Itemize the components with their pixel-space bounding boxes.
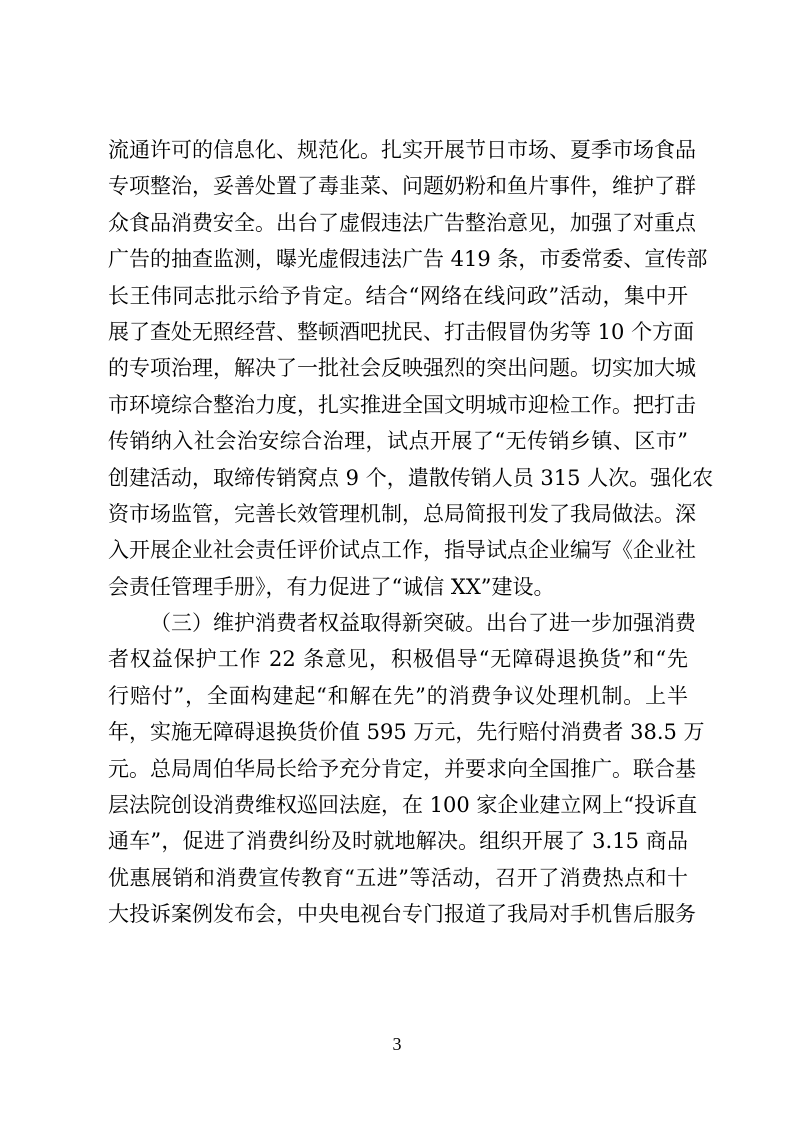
paragraph-last-line: 会责任管理手册》，有力促进了“诚信 XX”建设。: [108, 574, 555, 599]
text-line: 专项整治，妥善处置了毒韭菜、问题奶粉和鱼片事件，维护了群: [108, 174, 696, 199]
text-line: 元。总局周伯华局长给予充分肯定，并要求向全国推广。联合基: [108, 756, 696, 781]
text-line: 的专项治理，解决了一批社会反映强烈的突出问题。切实加大城: [108, 356, 696, 381]
section-heading-line: （三）维护消费者权益取得新突破。出台了进一步加强消费: [150, 611, 696, 636]
text-line: 流通许可的信息化、规范化。扎实开展节日市场、夏季市场食品: [108, 138, 696, 162]
page-number: 3: [392, 1034, 402, 1054]
text-line: 创建活动，取缔传销窝点 9 个，遣散传销人员 315 人次。强化农: [108, 465, 714, 490]
text-line: 展了查处无照经营、整顿酒吧扰民、打击假冒伪劣等 10 个方面: [108, 319, 695, 344]
text-line: 年，实施无障碍退换货价值 595 万元，先行赔付消费者 38.5 万: [108, 720, 705, 745]
text-line: 层法院创设消费维权巡回法庭，在 100 家企业建立网上“投诉直: [108, 793, 698, 818]
text-line: 优惠展销和消费宣传教育“五进”等活动，召开了消费热点和十: [108, 865, 688, 890]
text-line: 传销纳入社会治安综合治理，试点开展了“无传销乡镇、区市”: [108, 429, 688, 454]
text-line: 广告的抽查监测，曝光虚假违法广告 419 条，市委常委、宣传部: [108, 247, 708, 272]
text-line: 资市场监管，完善长效管理机制，总局简报刊发了我局做法。深: [108, 501, 696, 526]
text-line: 者权益保护工作 22 条意见，积极倡导“无障碍退换货”和“先: [108, 647, 688, 672]
body-text: [108, 132, 714, 933]
text-line: 通车”，促进了消费纠纷及时就地解决。组织开展了 3.15 商品: [108, 829, 688, 854]
text-line: 大投诉案例发布会，中央电视台专门报道了我局对手机售后服务: [108, 902, 696, 927]
text-line: 长王伟同志批示给予肯定。结合“网络在线问政”活动，集中开: [108, 283, 688, 308]
text-line: 入开展企业社会责任评价试点工作，指导试点企业编写《企业社: [108, 538, 696, 563]
text-line: 市环境综合整治力度，扎实推进全国文明城市迎检工作。把打击: [108, 392, 696, 417]
text-line: 行赔付”，全面构建起“和解在先”的消费争议处理机制。上半: [108, 683, 688, 708]
text-line: 众食品消费安全。出台了虚假违法广告整治意见，加强了对重点: [108, 210, 696, 235]
